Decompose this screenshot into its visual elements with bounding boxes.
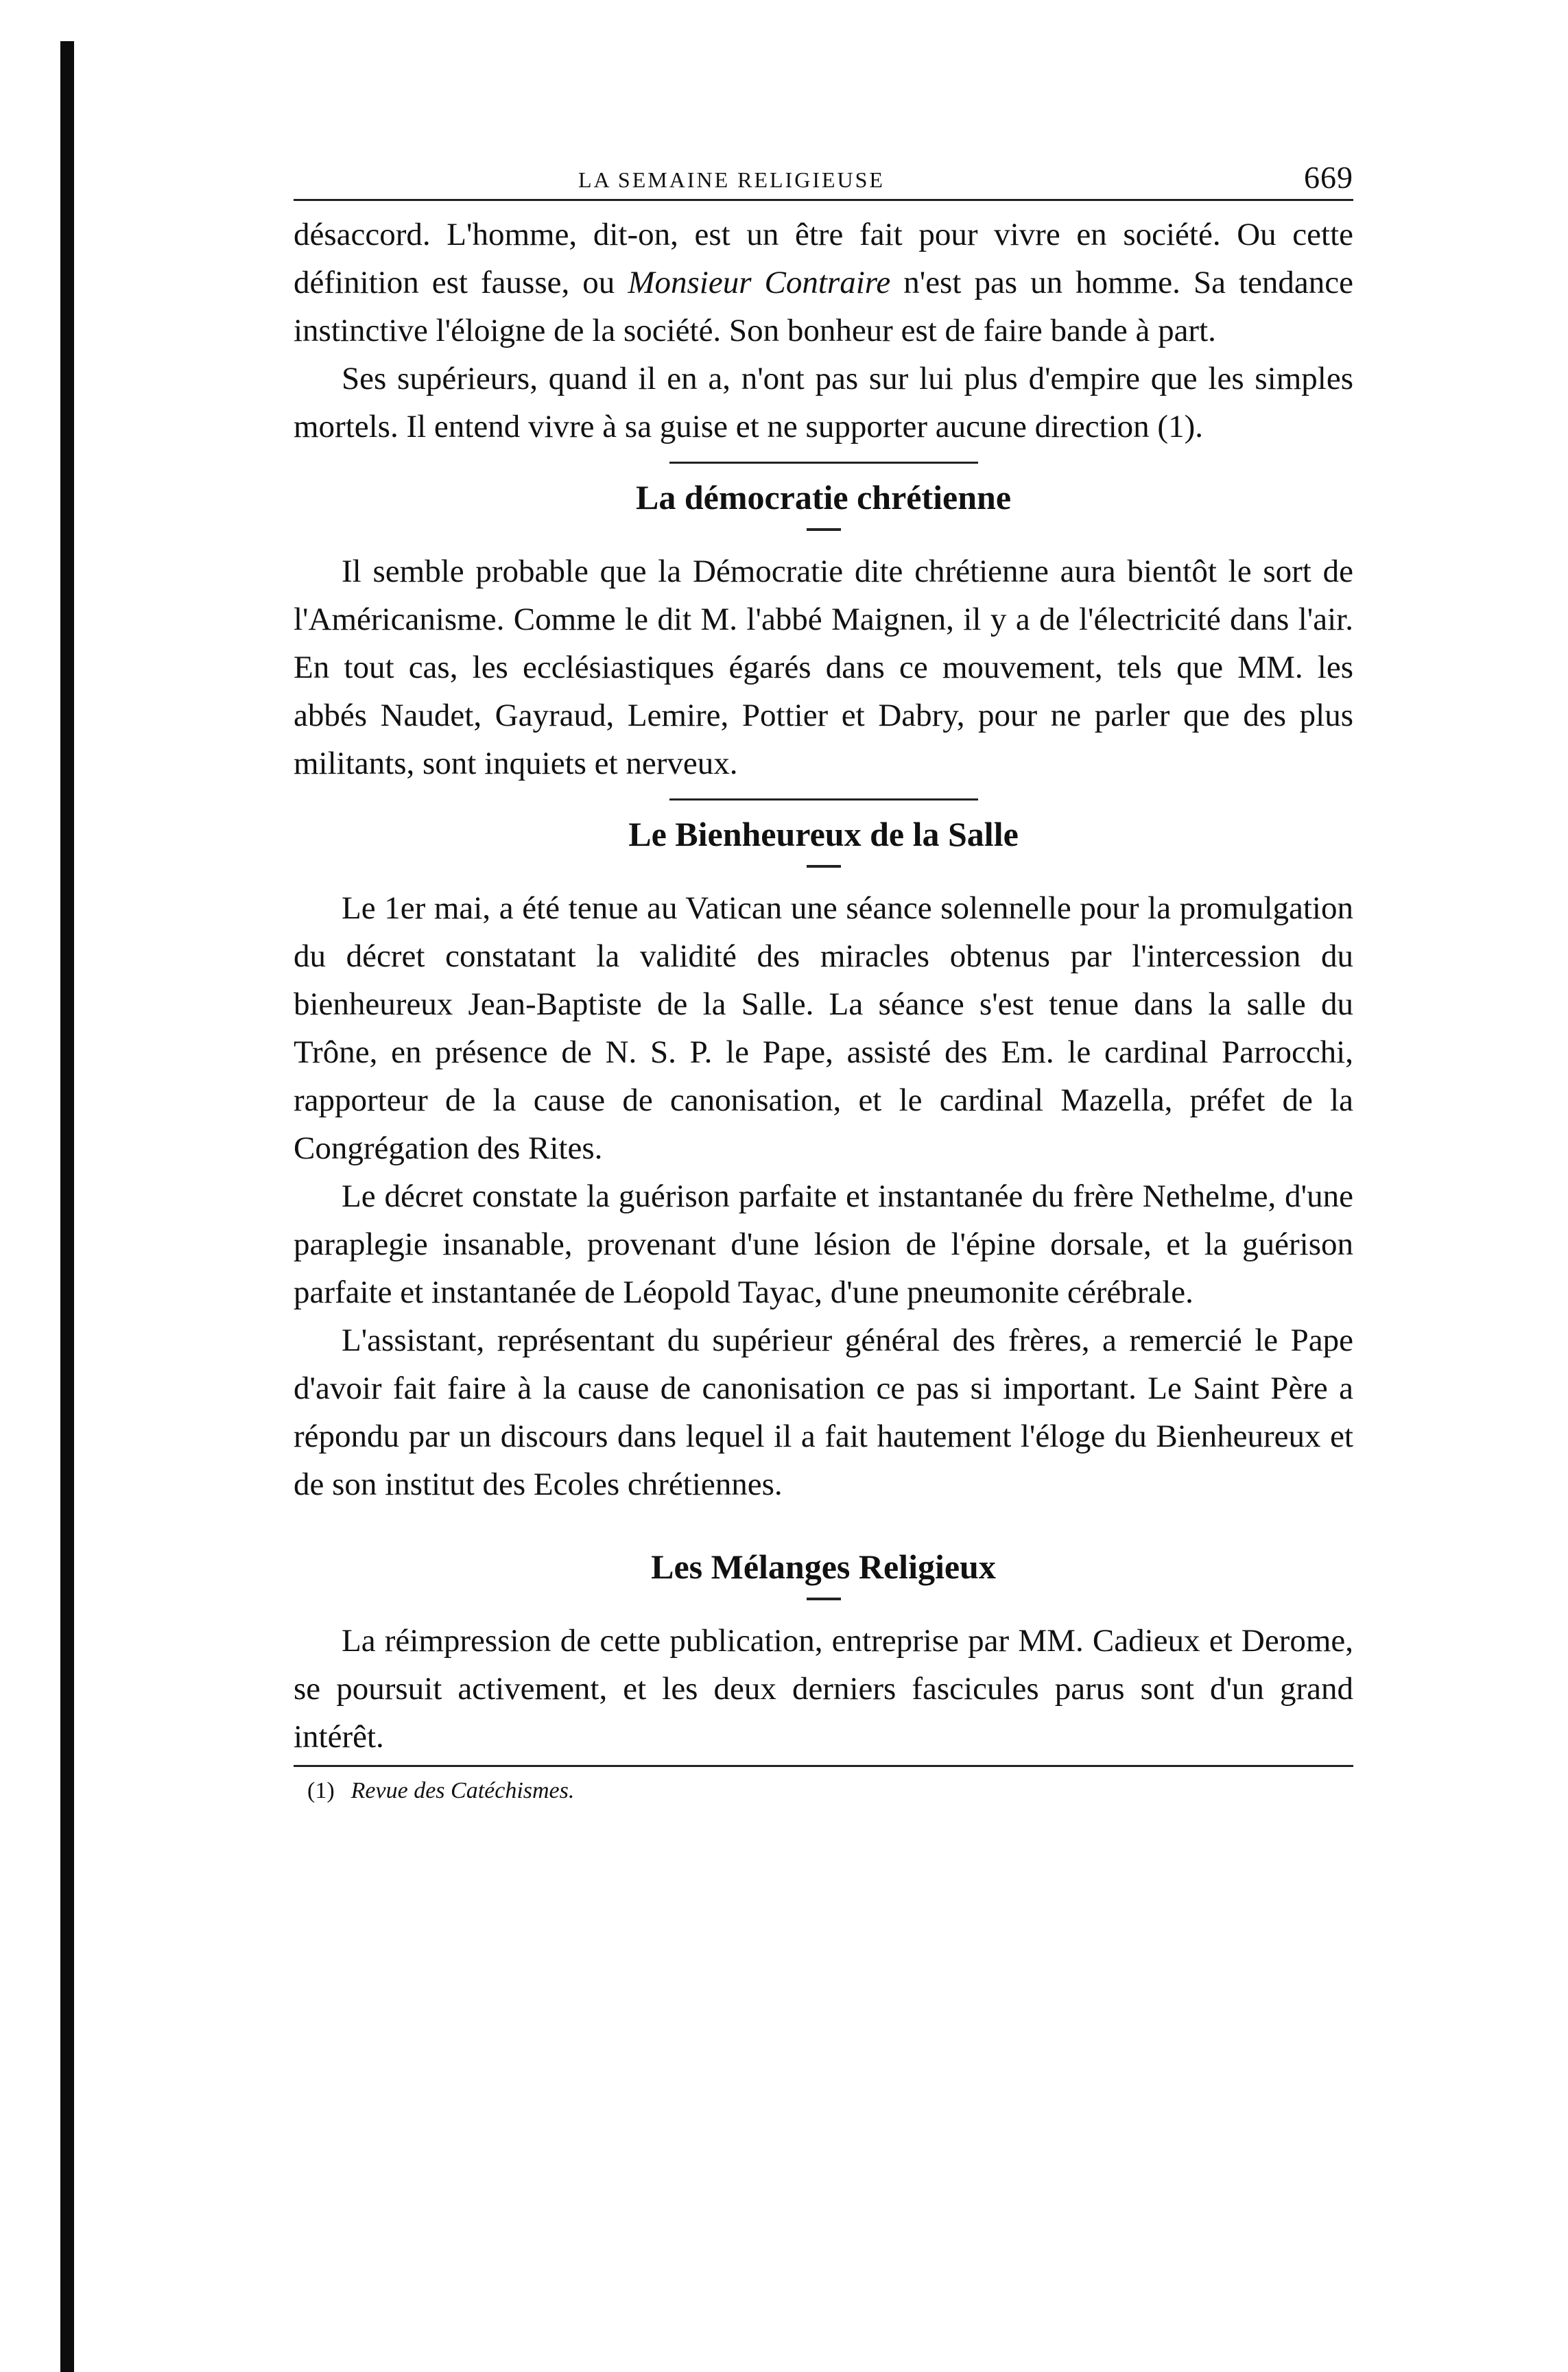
title-dash xyxy=(807,528,841,531)
book-page xyxy=(294,151,1353,1808)
footnote-rule xyxy=(294,1765,1353,1767)
section-body-bienheureux xyxy=(294,884,1353,1508)
section-paragraph: La réimpression de cette publication, entreprise par MM. Cadieux et Derome, se poursuit activement, et les deux derniers fascicules parus sont d'un grand intérêt. xyxy=(294,1623,1353,1755)
section-paragraph: Le décret constate la guérison parfaite et instantanée du frère Nethelme, d'une paraplegie insanable, provenant d'une lésion de l'épine dorsale, et la guérison parfaite et instantanée de Léopold Tayac, d'une pneumonite cérébrale. xyxy=(294,1178,1353,1310)
section-divider xyxy=(669,462,978,464)
section-body-democratie xyxy=(294,547,1353,787)
intro-text xyxy=(294,211,1353,451)
section-body-melanges xyxy=(294,1617,1353,1761)
section-paragraph: Le 1er mai, a été tenue au Vatican une séance solennelle pour la promulgation du décret constatant la validité des miracles obtenus par l'intercession du bienheureux Jean-Baptiste de la Salle. La séance s'est tenue dans la salle du Trône, en présence de N. S. P. le Pape, assisté des Em. le cardinal Parrocchi, rapporteur de la cause de canonisation, et le cardinal Mazella, préfet de la Congrégation des Rites. xyxy=(294,890,1353,1166)
section-title-democratie: La démocratie chrétienne xyxy=(635,478,1012,517)
section-paragraph: Il semble probable que la Démocratie dite chrétienne aura bientôt le sort de l'Américanisme. Comme le dit M. l'abbé Maignen, il y a de l'électricité dans l'air. En tout cas, les ecclésiastiques égarés dans ce mouvement, tels que MM. les abbés Naudet, Gayraud, Lemire, Pottier et Dabry, pour ne parler que des plus militants, sont inquiets et nerveux. xyxy=(294,554,1353,781)
footnote-marker: (1) xyxy=(307,1778,335,1803)
header-rule xyxy=(294,199,1353,201)
page-number: 669 xyxy=(1304,160,1353,195)
title-dash xyxy=(807,865,841,868)
running-header xyxy=(294,151,1353,199)
title-dash xyxy=(807,1598,841,1600)
running-title: LA SEMAINE RELIGIEUSE xyxy=(578,167,885,192)
section-divider xyxy=(669,798,978,800)
section-title-melanges: Les Mélanges Religieux xyxy=(651,1547,996,1586)
intro-paragraph-1-end: n'est pas un homme. Sa tendance instinctive l'éloigne de la société. Son bonheur est de faire bande à part. xyxy=(294,265,1353,348)
footnote xyxy=(294,1774,1353,1808)
section-title-bienheureux: Le Bienheureux de la Salle xyxy=(628,815,1019,853)
page-binding-edge xyxy=(60,41,74,2372)
intro-paragraph-1-italic: Monsieur Contraire xyxy=(628,265,891,300)
intro-paragraph-2: Ses supérieurs, quand il en a, n'ont pas sur lui plus d'empire que les simples mortels. Il entend vivre à sa guise et ne supporter aucune direction (1). xyxy=(294,361,1353,444)
footnote-text: Revue des Catéchismes. xyxy=(351,1778,575,1803)
intro-paragraph-1-start: désaccord. L'homme, dit-on, est un être fait pour vivre en société. Ou cette définition est fausse, ou xyxy=(294,217,1353,300)
section-paragraph: L'assistant, représentant du supérieur général des frères, a remercié le Pape d'avoir fait faire à la cause de canonisation ce pas si important. Le Saint Père a répondu par un discours dans lequel il a fait hautement l'éloge du Bienheureux et de son institut des Ecoles chrétiennes. xyxy=(294,1323,1353,1502)
intro-paragraph-1 xyxy=(294,211,1353,355)
